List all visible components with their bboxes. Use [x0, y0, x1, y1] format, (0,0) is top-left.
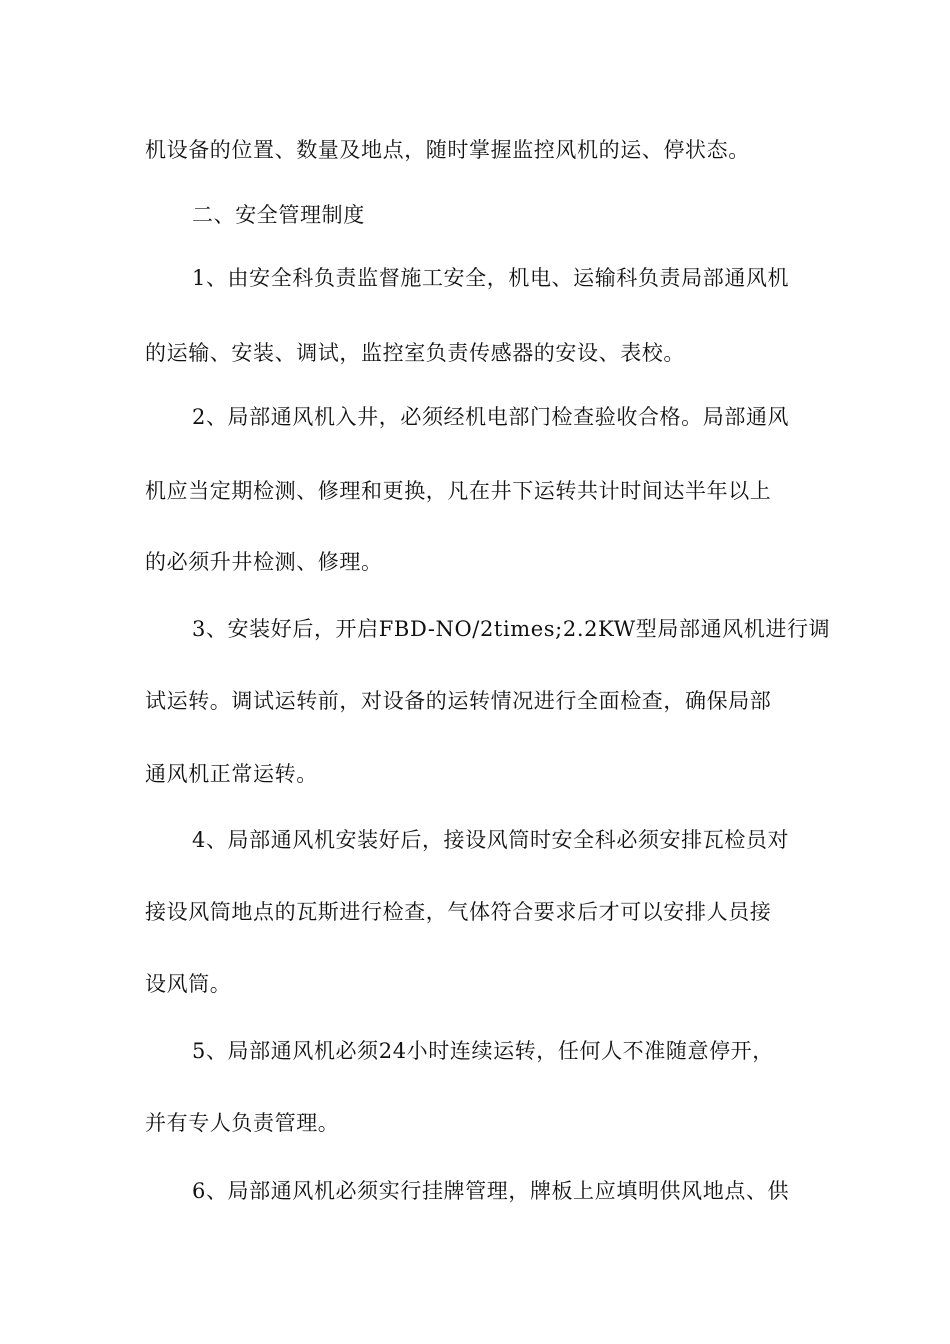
paragraph-6-line: 6、局部通风机必须实行挂牌管理，牌板上应填明供风地点、供 [192, 1179, 790, 1203]
body-text-line: 机设备的位置、数量及地点，随时掌握监控风机的运、停状态。 [145, 138, 750, 162]
paragraph-3-line: 试运转。调试运转前，对设备的运转情况进行全面检查，确保局部 [145, 689, 772, 713]
paragraph-1-line: 1、由安全科负责监督施工安全，机电、运输科负责局部通风机 [192, 266, 790, 290]
paragraph-3-line: 通风机正常运转。 [145, 762, 318, 786]
paragraph-5-line: 5、局部通风机必须24小时连续运转，任何人不准随意停开， [192, 1039, 774, 1063]
paragraph-4-line: 设风筒。 [145, 972, 232, 996]
paragraph-2-line: 2、局部通风机入井，必须经机电部门检查验收合格。局部通风 [192, 405, 790, 429]
paragraph-4-line: 4、局部通风机安装好后，接设风筒时安全科必须安排瓦检员对 [192, 828, 790, 852]
paragraph-1-line: 的运输、安装、调试，监控室负责传感器的安设、表校。 [145, 341, 685, 365]
paragraph-4-line: 接设风筒地点的瓦斯进行检查，气体符合要求后才可以安排人员接 [145, 900, 772, 924]
paragraph-2-line: 机应当定期检测、修理和更换，凡在井下运转共计时间达半年以上 [145, 479, 772, 503]
section-heading: 二、安全管理制度 [192, 203, 365, 227]
paragraph-5-line: 并有专人负责管理。 [145, 1111, 340, 1135]
paragraph-3-line: 3、安装好后，开启FBD-NO/2times;2.2KW型局部通风机进行调 [192, 617, 831, 641]
paragraph-2-line: 的必须升井检测、修理。 [145, 550, 383, 574]
